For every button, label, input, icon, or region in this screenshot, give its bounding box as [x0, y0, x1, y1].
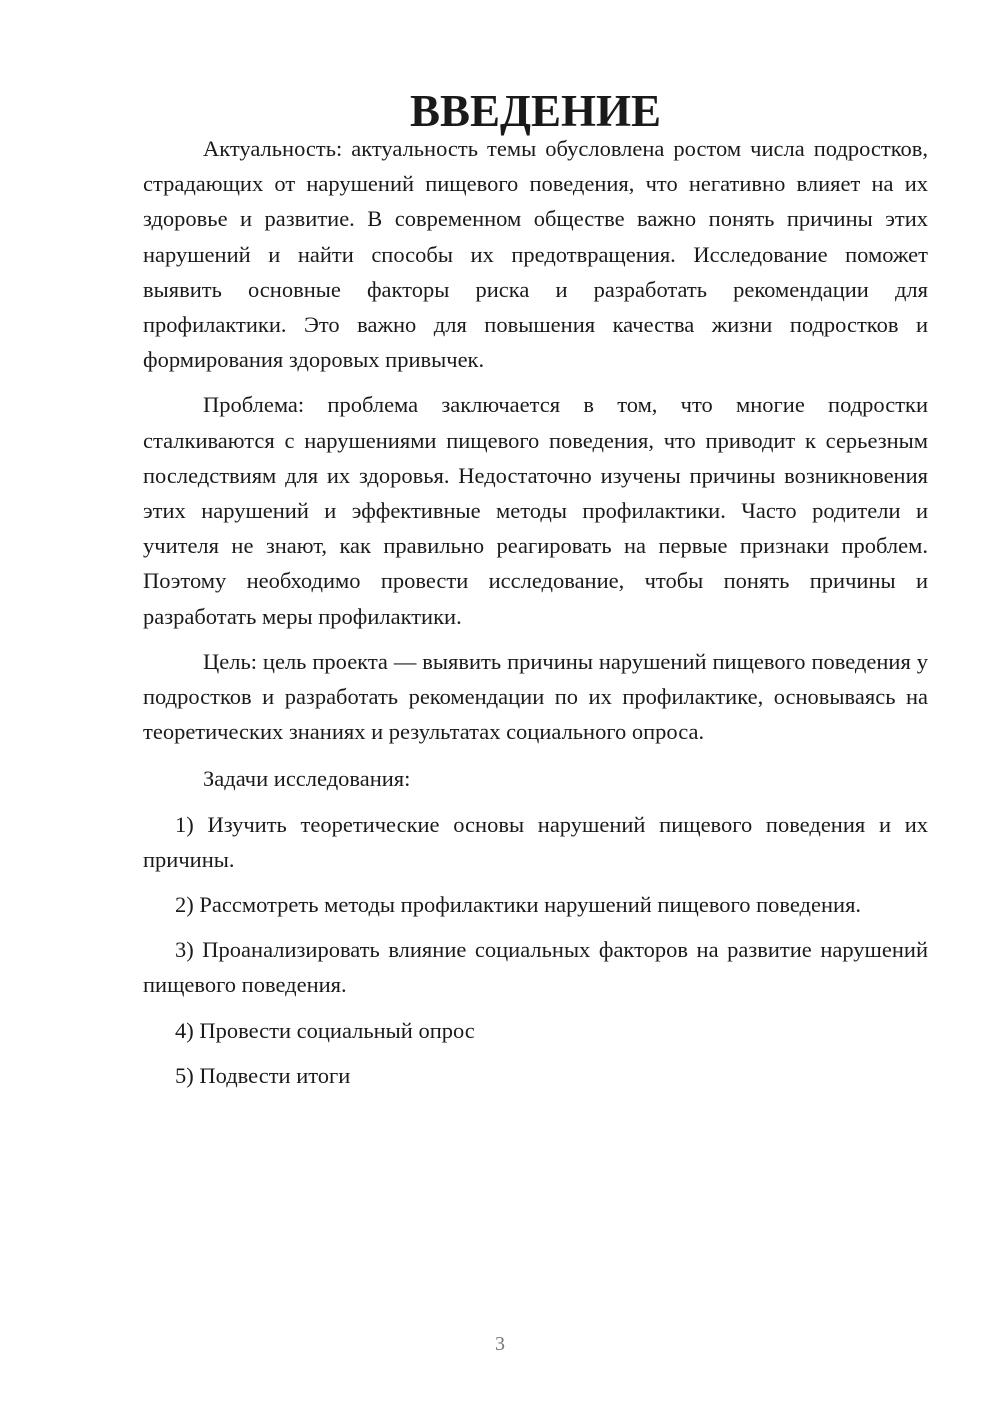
page-title: ВВЕДЕНИЕ — [409, 86, 662, 136]
list-item: 3) Проанализировать влияние социальных факторов на развитие нарушений пищевого поведения. — [143, 937, 928, 998]
list-item: 4) Провести социальный опрос — [175, 1017, 475, 1043]
paragraph-goal: Цель: цель проекта — выявить причины нарушений пищевого поведения у подростков и разработать рекомендации по их профилактике, основываясь на теоретических знаниях и результатах социального опроса. — [143, 648, 928, 745]
paragraph-relevance: Актуальность: актуальность темы обусловлена ростом числа подростков, страдающих от нарушений пищевого поведения, что негативно влияет на их здоровье и развитие. В современном обществе важно понять причины этих нарушений и найти способы их предотвращения. Исследование поможет выявить основные факторы риска и разработать рекомендации для профилактики. Это важно для повышения качества жизни подростков и формирования здоровых привычек. — [143, 136, 928, 373]
list-item: 2) Рассмотреть методы профилактики нарушений пищевого поведения. — [175, 892, 862, 918]
tasks-list — [143, 807, 928, 1093]
paragraph-problem: Проблема: проблема заключается в том, что многие подростки сталкиваются с нарушениями пищевого поведения, что приводит к серьезным последствиям для их здоровья. Недостаточно изучены причины возникновения этих нарушений и эффективные методы профилактики. Часто родители и учителя не знают, как правильно реагировать на первые признаки проблем. Поэтому необходимо провести исследование, чтобы понять причины и разработать меры профилактики. — [143, 392, 928, 629]
list-item: 5) Подвести итоги — [175, 1062, 351, 1088]
page-number: 3 — [495, 1333, 505, 1355]
tasks-heading: Задачи исследования: — [203, 766, 411, 792]
list-item: 1) Изучить теоретические основы нарушений пищевого поведения и их причины. — [143, 811, 928, 872]
page-content — [143, 86, 928, 1093]
